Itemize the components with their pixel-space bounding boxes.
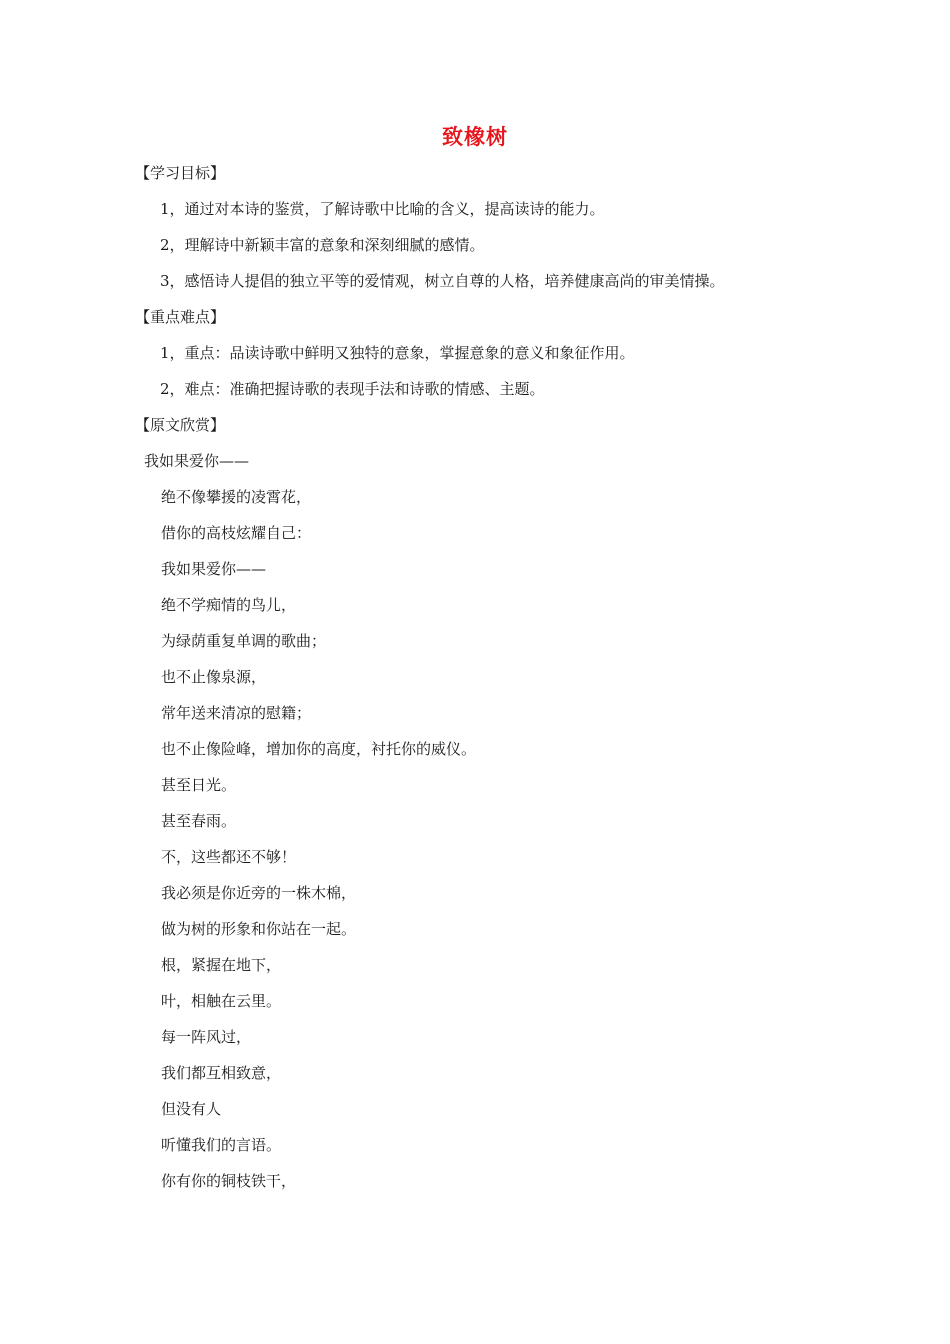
poem-line: 绝不像攀援的凌霄花， [161,488,312,506]
document-body [135,160,835,1204]
poem-line: 不，这些都还不够！ [161,848,297,866]
poem-line: 甚至春雨。 [161,812,237,830]
poem-line: 听懂我们的言语。 [161,1136,282,1154]
document-title: 致橡树 [442,124,508,149]
poem-line: 甚至日光。 [161,776,237,794]
poem-line: 叶，相触在云里。 [161,992,282,1010]
poem-line: 常年送来清凉的慰籍； [161,704,312,722]
goal-item: 1，通过对本诗的鉴赏，了解诗歌中比喻的含义，提高读诗的能力。 [160,200,605,218]
poem-line: 你有你的铜枝铁干， [161,1172,297,1190]
poem-line: 我们都互相致意， [161,1064,282,1082]
poem-line: 绝不学痴情的鸟儿， [161,596,297,614]
poem-line: 为绿荫重复单调的歌曲； [161,632,327,650]
section-heading-original-text: 【原文欣赏】 [135,416,226,434]
poem-line: 我如果爱你—— [161,560,267,578]
goal-item: 3，感悟诗人提倡的独立平等的爱情观，树立自尊的人格，培养健康高尚的审美情操。 [160,272,725,290]
goal-item: 2，理解诗中新颖丰富的意象和深刻细腻的感情。 [160,236,485,254]
poem-line: 每一阵风过， [161,1028,252,1046]
poem-line: 根，紧握在地下， [161,956,282,974]
poem-line: 我如果爱你—— [144,452,250,470]
key-point-item: 2，难点：准确把握诗歌的表现手法和诗歌的情感、主题。 [160,380,545,398]
key-point-item: 1，重点：品读诗歌中鲜明又独特的意象，掌握意象的意义和象征作用。 [160,344,635,362]
poem-line: 借你的高枝炫耀自己： [161,524,312,542]
poem-line: 我必须是你近旁的一株木棉， [161,884,357,902]
section-heading-key-points: 【重点难点】 [135,308,226,326]
poem-line: 做为树的形象和你站在一起。 [161,920,357,938]
poem-line: 但没有人 [161,1100,222,1118]
poem-line: 也不止像险峰，增加你的高度，衬托你的威仪。 [161,740,477,758]
poem-line: 也不止像泉源， [161,668,267,686]
section-heading-goals: 【学习目标】 [135,164,226,182]
